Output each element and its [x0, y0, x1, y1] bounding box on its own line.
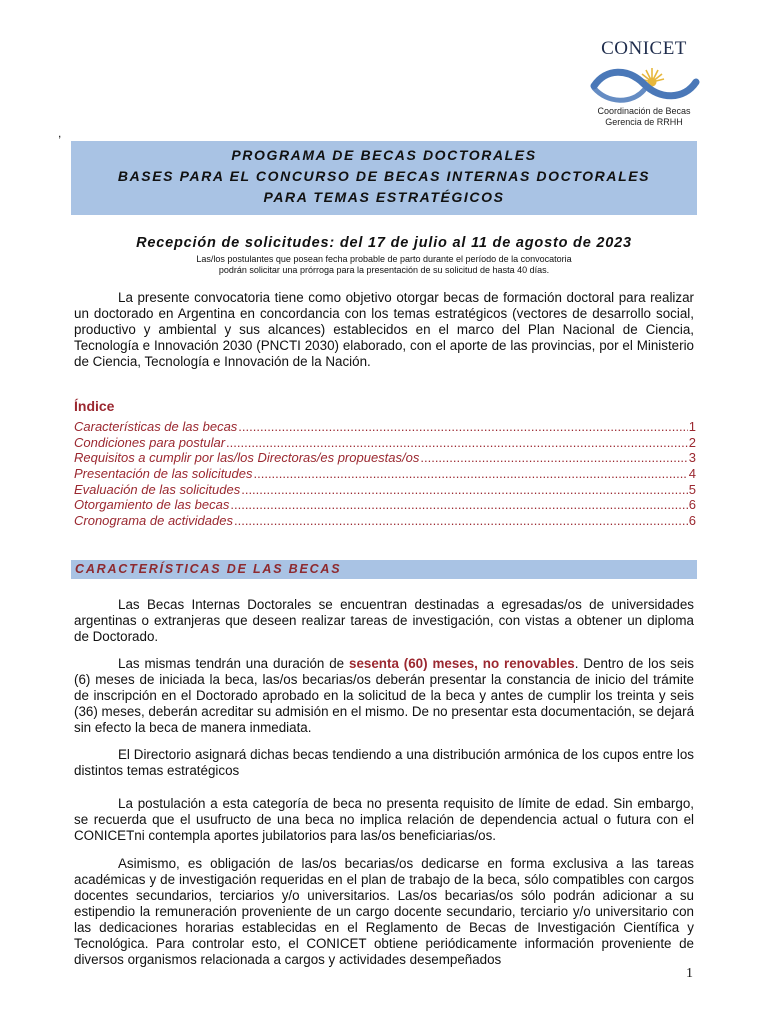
conicet-emblem-icon	[588, 64, 700, 104]
index-list	[74, 419, 696, 529]
title-line-3: PARA TEMAS ESTRATÉGICOS	[263, 189, 505, 205]
index-item-caracteristicas[interactable]: Características de las becas ..... 1	[74, 419, 696, 435]
section-paragraph-1: Las Becas Internas Doctorales se encuentran destinadas a egresadas/os de universidades argentinas o extranjeras que deseen realizar tareas de investigación, con vistas a obtener un diploma de Doctorado.	[74, 597, 694, 644]
index-item-cronograma[interactable]: Cronograma de actividades ..... 6	[74, 513, 696, 529]
section-paragraph-3: El Directorio asignará dichas becas tendiendo a una distribución armónica de los cupos entre los distintos temas estratégicos	[74, 747, 694, 778]
logo-wordmark: CONICET	[601, 38, 687, 59]
intro-paragraph	[74, 290, 694, 370]
logo-subtitle-2: Gerencia de RRHH	[605, 117, 683, 127]
extension-note	[71, 254, 697, 276]
duration-highlight: sesenta (60) meses, no renovables	[349, 656, 575, 671]
index-item-presentacion[interactable]: Presentación de las solicitudes ..... 4	[74, 466, 696, 482]
page-number: 1	[686, 966, 693, 981]
index-item-condiciones[interactable]: Condiciones para postular ..... 2	[74, 435, 696, 451]
index-item-otorgamiento[interactable]: Otorgamiento de las becas ..... 6	[74, 497, 696, 513]
stray-mark: ,	[58, 126, 62, 140]
logo-subtitle-1: Coordinación de Becas	[597, 106, 691, 116]
title-line-2: BASES PARA EL CONCURSO DE BECAS INTERNAS DOCTORALES	[117, 168, 651, 184]
reception-dates: Recepción de solicitudes: del 17 de julio al 11 de agosto de 2023	[136, 235, 632, 251]
conicet-logo	[584, 38, 704, 128]
note-line-1: Las/los postulantes que posean fecha probable de parto durante el período de la convocatoria	[196, 254, 572, 264]
note-line-2: podrán solicitar una prórroga para la presentación de su solicitud de hasta 40 días.	[218, 265, 550, 275]
section-paragraph-5: Asimismo, es obligación de las/os becarias/os dedicarse en forma exclusiva a las tareas académicas y de investigación requeridas en el plan de trabajo de la beca, sólo compatibles con cargos docentes secundarios, terciarios y/o universitarios. Las/os becarias/os sólo podrán adicionar a su estipendio la remuneración proveniente de un cargo docente secundario, terciario y/o universitario con las dedicaciones horarias establecidas en el Reglamento de Becas de Investigación Científica y Tecnológica. Para controlar esto, el CONICET obtiene periódicamente información proveniente de diversos organismos relacionada a cargos y actividades desempeñados	[74, 856, 694, 967]
program-title-box	[71, 141, 697, 215]
section-heading-caracteristicas: CARACTERÍSTICAS DE LAS BECAS	[71, 560, 697, 579]
index-item-evaluacion[interactable]: Evaluación de las solicitudes ..... 5	[74, 482, 696, 498]
section-paragraph-4: La postulación a esta categoría de beca no presenta requisito de límite de edad. Sin embargo, se recuerda que el usufructo de una beca no implica relación de dependencia actual o futura con el CONICETni contempla aportes jubilatorios para las/os beneficiarias/os.	[74, 796, 694, 843]
intro-text: La presente convocatoria tiene como objetivo otorgar becas de formación doctoral para realizar un doctorado en Argentina en concordancia con los temas estratégicos (vectores de desarrollo social, productivo y ambiental y sus alcances) establecidos en el marco del Plan Nacional de Ciencia, Tecnología e Innovación 2030 (PNCTI 2030) elaborado, con el aporte de las provincias, por el Ministerio de Ciencia, Tecnología e Innovación de la Nación.	[74, 290, 694, 369]
index-title: Índice	[74, 398, 115, 414]
title-line-1: PROGRAMA DE BECAS DOCTORALES	[231, 147, 537, 163]
section-paragraph-2: Las mismas tendrán una duración de sesenta (60) meses, no renovables. Dentro de los seis (6) meses de iniciada la beca, las/os becarias/os deberán presentar la constancia de inicio del trámite de inscripción en el Doctorado aprobado en la solicitud de la beca y antes de cumplir los treinta y seis (36) meses, deberán acreditar su admisión en el mismo. De no presentar esta documentación, se dejará sin efecto la beca de manera inmediata.	[74, 656, 695, 735]
index-item-requisitos[interactable]: Requisitos a cumplir por las/los Directoras/es propuestas/os ..... 3	[74, 450, 696, 466]
